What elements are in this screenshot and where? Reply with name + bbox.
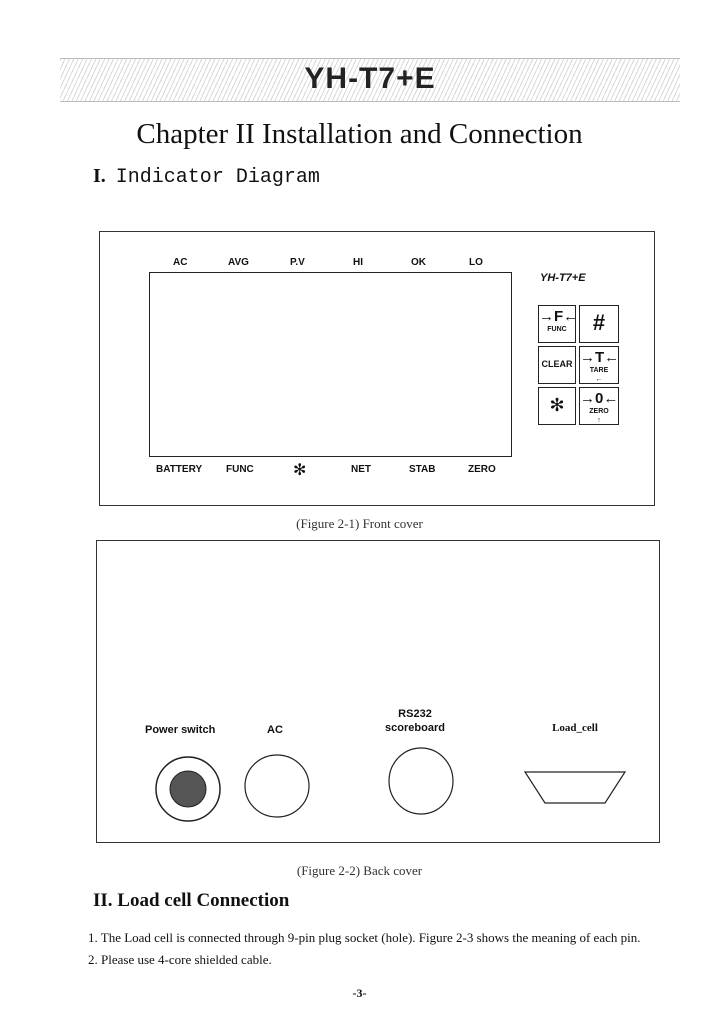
indicator-lo: LO [469, 257, 483, 268]
hash-key[interactable] [579, 305, 619, 343]
zero-key-label: ZERO [589, 408, 609, 415]
paragraph-2: 2. Please use 4-core shielded cable. [88, 952, 272, 967]
indicator-func: FUNC [226, 464, 254, 475]
lcd-display [149, 272, 512, 457]
clear-key[interactable] [538, 346, 576, 384]
section-number: I. [93, 165, 106, 187]
section-heading-2: II. Load cell Connection [93, 890, 290, 911]
hash-key-symbol: # [592, 310, 606, 335]
front-cover-diagram [99, 231, 655, 506]
figure-caption-front: (Figure 2-1) Front cover [296, 516, 423, 531]
indicator-ok: OK [411, 257, 426, 268]
section-title: Indicator Diagram [115, 166, 320, 189]
star-key[interactable] [538, 387, 576, 425]
load-cell-socket [525, 772, 625, 803]
star-indicator-icon: ✻ [293, 462, 307, 479]
indicator-stab: STAB [409, 464, 436, 475]
func-key-symbol: →F← [539, 308, 579, 325]
header-banner [60, 58, 680, 102]
paragraph-1: 1. The Load cell is connected through 9-pin plug socket (hole). Figure 2-3 shows the meaning of each pin. [88, 930, 641, 945]
figure-caption-back: (Figure 2-2) Back cover [296, 863, 423, 878]
indicator-hi: HI [353, 257, 363, 268]
indicator-ac: AC [173, 257, 188, 268]
up-arrow-icon: ↑ [597, 417, 601, 424]
indicator-zero: ZERO [468, 464, 496, 475]
rs232-socket [389, 748, 453, 814]
indicator-avg: AVG [228, 257, 249, 268]
power-switch[interactable] [156, 757, 220, 821]
indicator-pv: P.V [290, 257, 305, 268]
brand-logo: YH-T7+E [540, 272, 586, 284]
back-connectors [97, 541, 659, 842]
tare-key-symbol: →T← [580, 349, 620, 366]
scoreboard-label: scoreboard [385, 722, 445, 734]
left-arrow-icon: ← [595, 376, 603, 383]
ac-label: AC [267, 724, 283, 736]
page-number: -3- [352, 986, 367, 1000]
model-title: YH-T7+E [304, 62, 436, 95]
zero-key-symbol: →0← [580, 390, 619, 407]
star-icon: ✻ [549, 395, 565, 415]
section-heading-1 [93, 165, 320, 189]
power-switch-label: Power switch [145, 724, 216, 736]
chapter-title: Chapter II Installation and Connection [136, 118, 583, 150]
back-cover-diagram [96, 540, 660, 843]
tare-key[interactable] [579, 346, 619, 384]
indicator-battery: BATTERY [156, 464, 203, 475]
func-key-label: FUNC [547, 326, 567, 333]
tare-key-label: TARE [589, 367, 609, 374]
clear-key-label: CLEAR [541, 359, 573, 369]
indicator-net: NET [351, 464, 371, 475]
zero-key[interactable] [579, 387, 619, 425]
func-key[interactable] [538, 305, 579, 343]
load-cell-label: Load_cell [552, 722, 598, 734]
rs232-label: RS232 [398, 708, 432, 720]
ac-socket [245, 755, 309, 817]
